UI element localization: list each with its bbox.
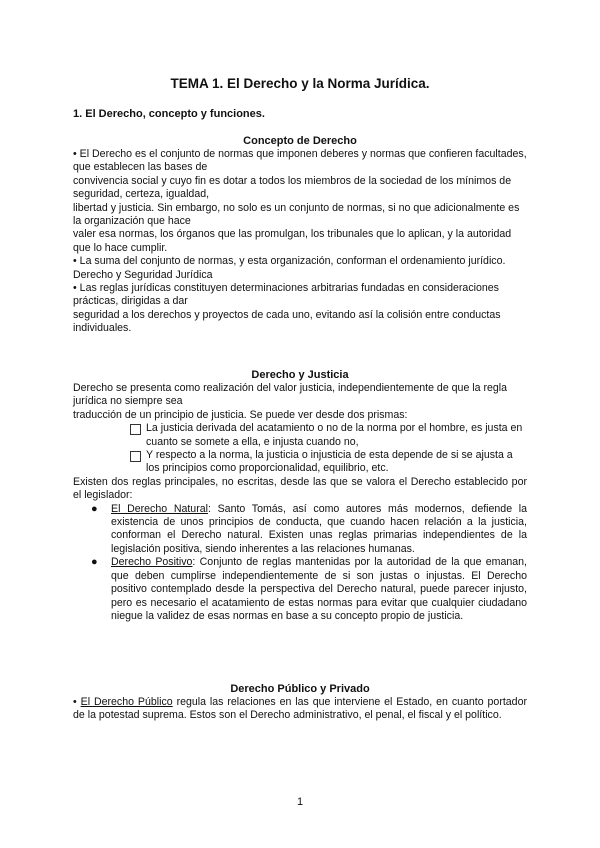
term-derecho-publico: El Derecho Público [80, 696, 173, 708]
justicia-section [73, 368, 527, 623]
concepto-line-4: valer esa normas, los órganos que las promulgan, los tribunales que lo aplican, y la autoridad que lo hace cumplir. [73, 228, 512, 254]
concepto-heading: Concepto de Derecho [243, 135, 357, 147]
justicia-intro-2: traducción de un principio de justicia. Se puede ver desde dos prismas: [73, 408, 408, 421]
section-heading: 1. El Derecho, concepto y funciones. [73, 108, 265, 120]
check-item [130, 449, 527, 476]
list-item-text [111, 556, 527, 623]
reglas-line-1: Las reglas jurídicas constituyen determinaciones arbitrarias fundadas en consideraciones prácticas, dirigidas a dar [73, 282, 499, 308]
reglas-list [73, 503, 527, 624]
concepto-line-3: libertad y justicia. Sin embargo, no solo es un conjunto de normas, si no que adicionalmente es la organización que hace [73, 201, 520, 228]
suma-paragraph [73, 255, 527, 268]
list-item-text [111, 503, 527, 557]
concepto-line-2: convivencia social y cuyo fin es dotar a todos los miembros de la sociedad de los mínimos de seguridad, certeza, igualdad, [73, 174, 512, 201]
checkbox-icon [130, 424, 141, 435]
term-description: : Santo Tomás, así como autores más modernos, defiende la existencia de unos principios de conducta, que cuando hacen relación a la justicia, conforman el Derecho natural. Existen unas reglas primarias independientes de la legislación positiva, siendo inherentes a las relaciones humanas. [111, 502, 528, 555]
bullet-mark: • [73, 148, 77, 160]
concepto-line-1: El Derecho es el conjunto de normas que imponen deberes y normas que confieren facultades, que establecen las bases de [73, 148, 527, 174]
checkbox-icon [130, 451, 141, 462]
bullet-dot-icon: ● [91, 502, 98, 515]
suma-text: La suma del conjunto de normas, y esta organización, conforman el ordenamiento jurídico. [79, 255, 506, 268]
publico-text: regula las relaciones en las que interviene el Estado, en cuanto portador de la potestad suprema. Estos son el Derecho administrativo, el penal, el fiscal y el político. [73, 696, 527, 722]
bullet-mark: • [73, 282, 77, 295]
list-item [91, 503, 527, 557]
check-item-text: Y respecto a la norma, la justicia o injusticia de esta depende de si se ajusta a los principios como proporcionalidad, equilibrio, etc. [146, 449, 513, 475]
seguridad-heading: Derecho y Seguridad Jurídica [73, 268, 213, 281]
term-derecho-positivo: Derecho Positivo [111, 556, 193, 569]
page-number: 1 [296, 796, 304, 808]
term-derecho-natural: El Derecho Natural [111, 502, 208, 515]
concepto-section [73, 134, 527, 336]
reglas-paragraph [73, 282, 527, 309]
document-title: TEMA 1. El Derecho y la Norma Jurídica. [170, 76, 430, 91]
bullet-dot-icon: ● [91, 556, 98, 569]
term-description: : Conjunto de reglas mantenidas por la autoridad de la que emanan, que deben cumplirse independientemente de si son justas o injustas. El Derecho positivo contemplado desde la perspectiva del Derecho natural, puede parecer injusto, pero es necesario el acatamiento de estas normas para evitar que cualquier ciudadano niegue la validez de esas normas en base a su concepto propio de justicia. [111, 556, 527, 622]
reglas-intro: Existen dos reglas principales, no escritas, desde las que se valora el Derecho establecido por el legislador: [73, 475, 527, 502]
check-list [130, 422, 527, 476]
publico-section [73, 682, 527, 723]
bullet-mark: • [73, 255, 77, 268]
justicia-intro-1: Derecho se presenta como realización del valor justicia, independientemente de que la regla jurídica no siempre sea [73, 382, 508, 408]
check-item [130, 422, 527, 449]
bullet-mark: • [73, 696, 77, 708]
concepto-paragraph [73, 148, 527, 175]
justicia-heading: Derecho y Justicia [251, 369, 349, 381]
reglas-line-2: seguridad a los derechos y proyectos de cada uno, evitando así la colisión entre conductas individuales. [73, 308, 501, 335]
check-item-text: La justicia derivada del acatamiento o no de la norma por el hombre, es justa en cuanto se somete a ella, e injusta cuando no, [146, 422, 523, 448]
publico-heading: Derecho Público y Privado [230, 683, 370, 695]
list-item [91, 556, 527, 623]
publico-paragraph [73, 696, 527, 723]
